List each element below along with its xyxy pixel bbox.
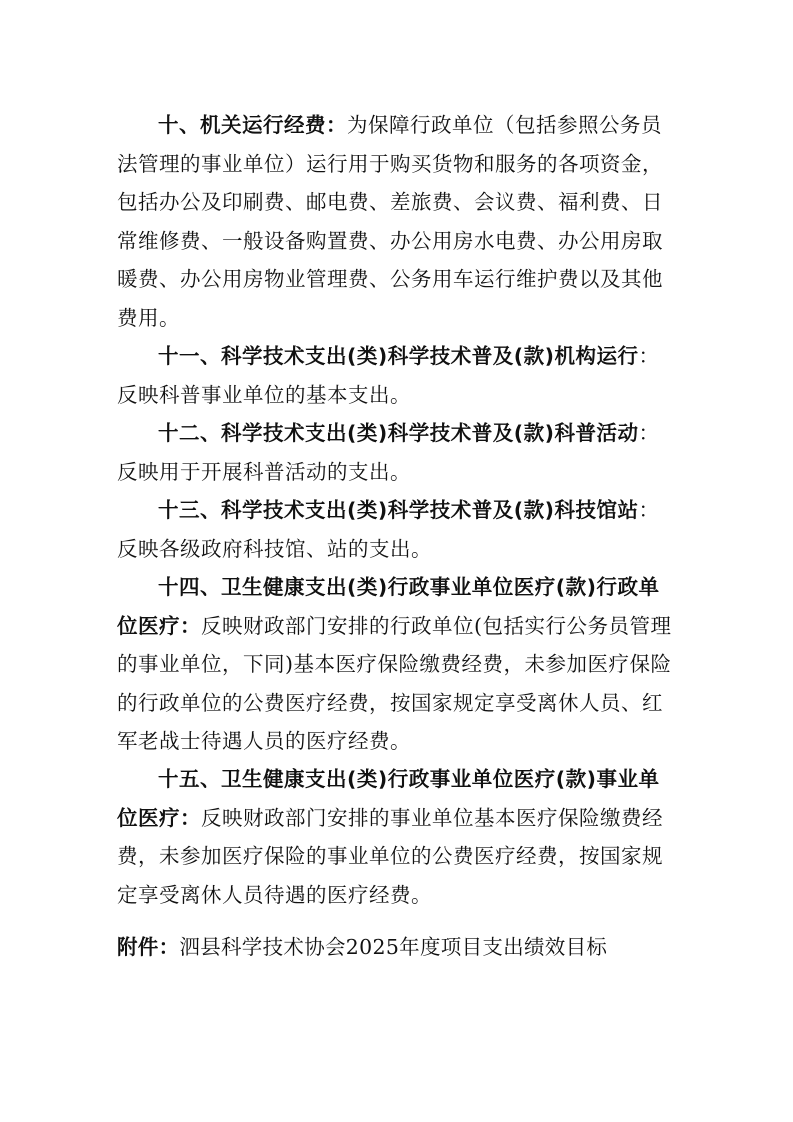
attachment-label: 附件： <box>117 935 180 959</box>
paragraph-body: 反映财政部门安排的事业单位基本医疗保险缴费经费，未参加医疗保险的事业单位的公费医疗经费，按国家规定享受离休人员待遇的医疗经费。 <box>117 805 663 907</box>
paragraph-body: ：反映各级政府科技馆、站的支出。 <box>117 498 660 561</box>
paragraph-body: ：反映用于开展科普活动的支出。 <box>117 421 660 484</box>
paragraph-body: ：反映科普事业单位的基本支出。 <box>117 344 660 407</box>
paragraph-heading: 十五、卫生健康支出(类)行政事业单位医疗(款)事业单位医疗： <box>117 767 660 830</box>
paragraph-14 <box>117 568 677 761</box>
paragraph-13 <box>117 491 677 568</box>
paragraph-heading: 十三、科学技术支出(类)科学技术普及(款)科技馆站 <box>158 498 639 522</box>
paragraph-10 <box>117 106 677 337</box>
paragraph-body: 为保障行政单位（包括参照公务员法管理的事业单位）运行用于购买货物和服务的各项资金，包括办公及印刷费、邮电费、差旅费、会议费、福利费、日常维修费、一般设备购置费、办公用房水电费、办公用房取暖费、办公用房物业管理费、公务用车运行维护费以及其他费用。 <box>117 113 663 330</box>
paragraph-body: 反映财政部门安排的行政单位(包括实行公务员管理的事业单位，下同)基本医疗保险缴费经费，未参加医疗保险的行政单位的公费医疗经费，按国家规定享受离休人员、红军老战士待遇人员的医疗经费。 <box>117 613 672 753</box>
paragraph-heading: 十、机关运行经费： <box>158 113 347 137</box>
paragraph-11 <box>117 337 677 414</box>
paragraph-15 <box>117 760 677 914</box>
paragraph-heading: 十一、科学技术支出(类)科学技术普及(款)机构运行 <box>158 344 639 368</box>
paragraph-12 <box>117 414 677 491</box>
attachment-text: 泗县科学技术协会2025年度项目支出绩效目标 <box>179 935 608 959</box>
paragraph-heading: 十四、卫生健康支出(类)行政事业单位医疗(款)行政单位医疗： <box>117 575 660 638</box>
paragraph-heading: 十二、科学技术支出(类)科学技术普及(款)科普活动 <box>158 421 639 445</box>
attachment-line <box>117 928 677 967</box>
